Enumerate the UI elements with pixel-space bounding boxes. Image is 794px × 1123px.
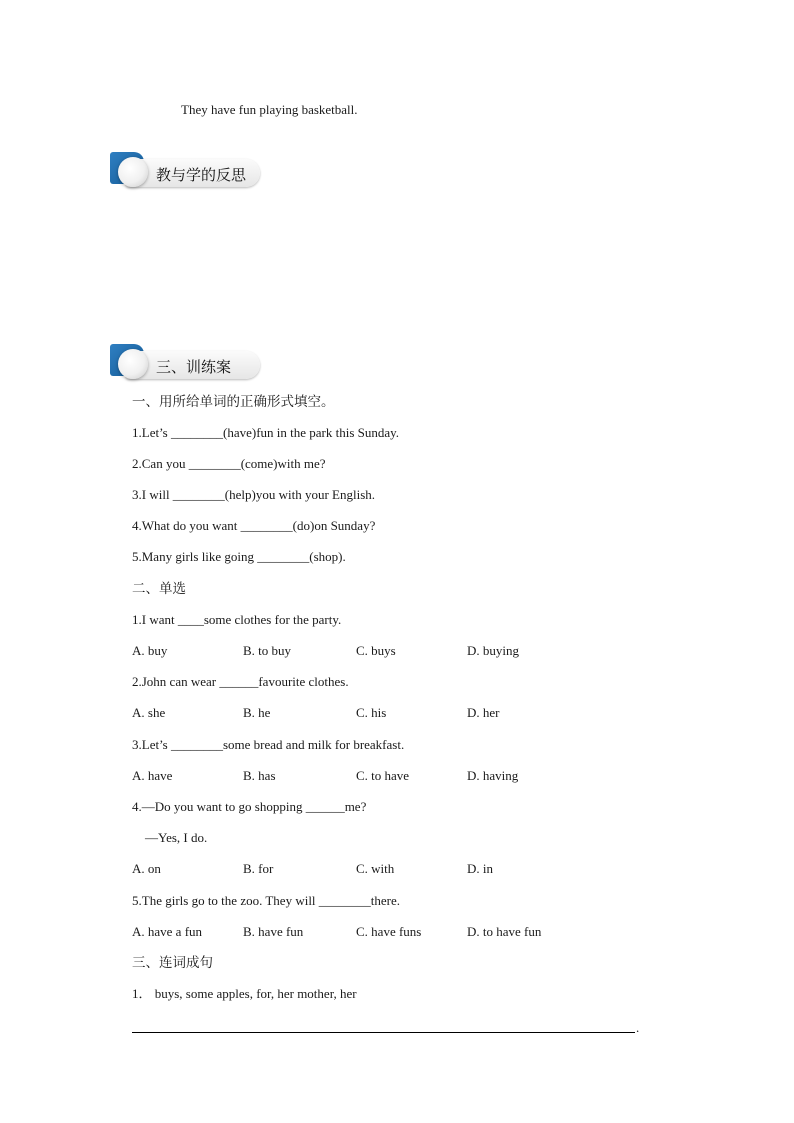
mc-q3-option-b: B. has	[243, 768, 276, 783]
fill-item-2: 2.Can you ________(come)with me?	[132, 456, 326, 471]
part1-heading: 一、用所给单词的正确形式填空。	[132, 394, 335, 410]
section-title-training: 三、训练案	[156, 358, 232, 376]
mc-q2-option-c: C. his	[356, 705, 387, 720]
mc-q4-option-c: C. with	[356, 861, 395, 876]
mc-q4-option-d: D. in	[467, 861, 493, 876]
fill-item-3: 3.I will ________(help)you with your English.	[132, 487, 376, 502]
mc-q5-option-b: B. have fun	[243, 924, 304, 939]
mc-question-2-stem: 2.John can wear ______favourite clothes.	[132, 674, 349, 689]
mc-q1-option-c: C. buys	[356, 643, 396, 658]
banner-circle-icon	[118, 349, 148, 379]
mc-q4-option-a: A. on	[132, 861, 161, 876]
part3-heading: 三、连词成句	[132, 955, 213, 971]
fill-item-4: 4.What do you want ________(do)on Sunday?	[132, 518, 376, 533]
mc-q2-option-b: B. he	[243, 705, 271, 720]
mc-q2-option-a: A. she	[132, 705, 166, 720]
mc-q5-option-a: A. have a fun	[132, 924, 203, 939]
intro-sentence: They have fun playing basketball.	[181, 102, 358, 117]
mc-q1-option-b: B. to buy	[243, 643, 292, 658]
mc-question-1-stem: 1.I want ____some clothes for the party.	[132, 612, 342, 627]
mc-q3-option-d: D. having	[467, 768, 519, 783]
fill-item-1: 1.Let’s ________(have)fun in the park this Sunday.	[132, 425, 400, 440]
mc-q1-option-d: D. buying	[467, 643, 519, 658]
banner-circle-icon	[118, 157, 148, 187]
mc-q4-option-b: B. for	[243, 861, 274, 876]
mc-q5-option-d: D. to have fun	[467, 924, 542, 939]
section-banner-training	[110, 344, 262, 382]
mc-q2-option-d: D. her	[467, 705, 500, 720]
section-banner-reflection	[110, 152, 262, 190]
mc-question-4-stem: 4.—Do you want to go shopping ______me?	[132, 799, 367, 814]
answer-line-end-mark: .	[636, 1020, 640, 1035]
mc-q3-option-a: A. have	[132, 768, 173, 783]
mc-q5-option-c: C. have funs	[356, 924, 422, 939]
mc-q3-option-c: C. to have	[356, 768, 410, 783]
mc-question-4-reply: —Yes, I do.	[145, 830, 208, 845]
mc-q1-option-a: A. buy	[132, 643, 168, 658]
mc-question-5-stem: 5.The girls go to the zoo. They will ________there.	[132, 893, 401, 908]
order-item-1-prompt: 1． buys, some apples, for, her mother, her	[132, 986, 357, 1001]
section-title-reflection: 教与学的反思	[156, 166, 247, 184]
part2-heading: 二、单选	[132, 581, 186, 597]
fill-item-5: 5.Many girls like going ________(shop).	[132, 549, 346, 564]
mc-question-3-stem: 3.Let’s ________some bread and milk for breakfast.	[132, 737, 405, 752]
answer-line	[132, 1032, 635, 1033]
